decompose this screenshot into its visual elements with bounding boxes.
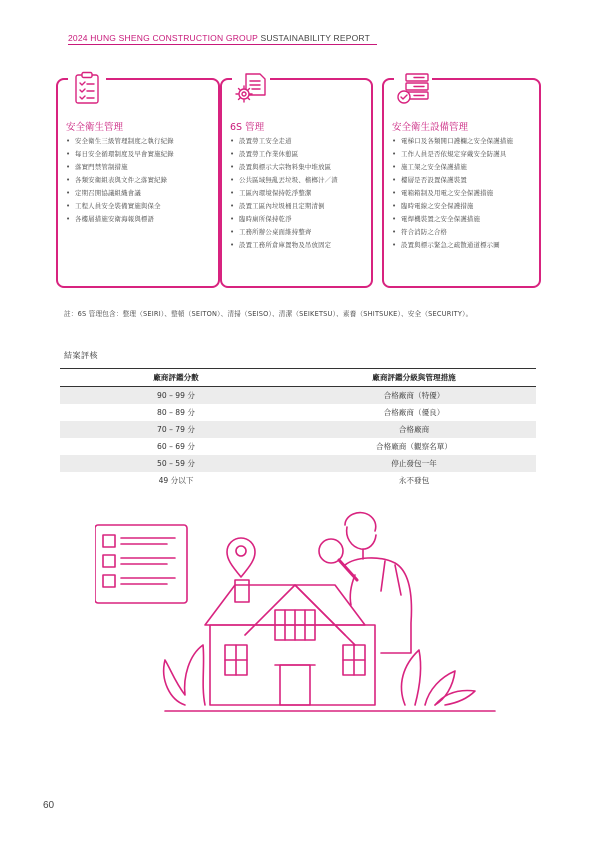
list-item: • 設置勞工安全走道 bbox=[230, 136, 365, 146]
list-item: • 電梯口及各類開口護欄之安全保護措施 bbox=[392, 136, 533, 146]
rating-cell: 合格廠商（觀察名單） bbox=[376, 441, 452, 451]
table-row bbox=[60, 472, 536, 489]
list-item: • 公共區域無亂丟垃圾、檳榔汁／渣 bbox=[230, 175, 365, 185]
location-pin bbox=[227, 538, 255, 577]
header-report-title: SUSTAINABILITY REPORT bbox=[257, 33, 371, 43]
checklist-card bbox=[95, 525, 187, 603]
list-item: • 工作人員是否依規定穿戴安全防護具 bbox=[392, 149, 533, 159]
table-row bbox=[60, 455, 536, 472]
card-item-list bbox=[230, 136, 365, 253]
list-item: • 臨時廁所保持乾淨 bbox=[230, 214, 365, 224]
score-cell: 90 – 99 分 bbox=[60, 387, 292, 404]
list-item: • 電焊機裝置之安全保護措施 bbox=[392, 214, 533, 224]
card-title: 安全衛生設備管理 bbox=[392, 122, 469, 133]
table-row bbox=[60, 404, 536, 421]
score-cell: 60 – 69 分 bbox=[157, 441, 195, 451]
list-item: • 樓層是否設置保護裝置 bbox=[392, 175, 533, 185]
column-header-rating: 廠商評鑑分級與管理措施 bbox=[292, 369, 536, 387]
6s-footnote: 註：6S 管理包含：整理（SEIRI）、整頓（SEITON）、清掃（SEISO）、清潔（SEIKETSU）、素養（SHITSUKE）、安全（SECURITY）。 bbox=[64, 310, 473, 318]
vendor-rating-table bbox=[60, 368, 536, 489]
card-safety-health-management bbox=[56, 78, 220, 288]
rating-cell: 合格廠商（優良） bbox=[383, 407, 445, 417]
table-row bbox=[60, 421, 536, 438]
table-row bbox=[60, 438, 536, 455]
list-item: • 臨時電線之安全保護措施 bbox=[392, 201, 533, 211]
list-item: • 工務所辦公桌面維持整齊 bbox=[230, 227, 365, 237]
inspector-house-illustration bbox=[95, 505, 515, 725]
rating-cell: 合格廠商（特優） bbox=[292, 387, 536, 404]
list-item: • 各樓層措施安衛海報與標語 bbox=[66, 214, 212, 224]
list-item: • 工區內環境保持乾淨整潔 bbox=[230, 188, 365, 198]
score-cell: 70 – 79 分 bbox=[60, 421, 292, 438]
column-header-score: 廠商評鑑分數 bbox=[60, 369, 292, 387]
page-number: 60 bbox=[43, 800, 55, 811]
rating-cell: 停止發包一年 bbox=[292, 455, 536, 472]
list-item: • 設置與標示大宗物料集中堆放區 bbox=[230, 162, 365, 172]
score-cell: 49 分以下 bbox=[158, 475, 194, 485]
card-title: 6S 管理 bbox=[230, 122, 265, 133]
card-item-list bbox=[66, 136, 212, 227]
list-item: • 安全衛生三級管理制度之執行紀錄 bbox=[66, 136, 212, 146]
list-item: • 電箱箱制及用電之安全保護措施 bbox=[392, 188, 533, 198]
list-item: • 各類安衛組表與文件之落實紀錄 bbox=[66, 175, 212, 185]
list-item: • 定期召開協議組織會議 bbox=[66, 188, 212, 198]
list-item: • 符合消防之合格 bbox=[392, 227, 533, 237]
rating-cell: 永不發包 bbox=[398, 475, 430, 485]
inspector-person bbox=[319, 513, 411, 653]
table-header-row bbox=[60, 369, 536, 387]
header-underline bbox=[68, 44, 377, 45]
report-header bbox=[68, 33, 370, 43]
section-title: 結案評核 bbox=[64, 351, 98, 360]
list-item: • 設置工區內垃圾桶且定期清倒 bbox=[230, 201, 365, 211]
card-safety-equipment-management bbox=[382, 78, 541, 288]
card-item-list bbox=[392, 136, 533, 253]
header-company: 2024 HUNG SHENG CONSTRUCTION GROUP bbox=[68, 33, 258, 43]
rating-cell: 合格廠商 bbox=[292, 421, 536, 438]
table-row bbox=[60, 387, 536, 404]
list-item: • 落實門禁管制措施 bbox=[66, 162, 212, 172]
list-item: • 每日安全循環制度及早會實施紀錄 bbox=[66, 149, 212, 159]
list-item: • 施工架之安全保護措施 bbox=[392, 162, 533, 172]
score-cell: 50 – 59 分 bbox=[60, 455, 292, 472]
server-equipment-icon bbox=[394, 70, 432, 108]
card-6s-management bbox=[220, 78, 373, 288]
card-title: 安全衛生管理 bbox=[66, 122, 124, 133]
list-item: • 設置勞工作業休憩區 bbox=[230, 149, 365, 159]
list-item: • 設置與標示緊急之疏散通道標示圖 bbox=[392, 240, 533, 250]
clipboard-checklist-icon bbox=[68, 70, 106, 108]
score-cell: 80 – 89 分 bbox=[157, 407, 195, 417]
list-item: • 工程人員安全裝備實施與保全 bbox=[66, 201, 212, 211]
list-item: • 設置工務所倉庫置物及吊放固定 bbox=[230, 240, 365, 250]
document-gear-icon bbox=[232, 70, 270, 108]
